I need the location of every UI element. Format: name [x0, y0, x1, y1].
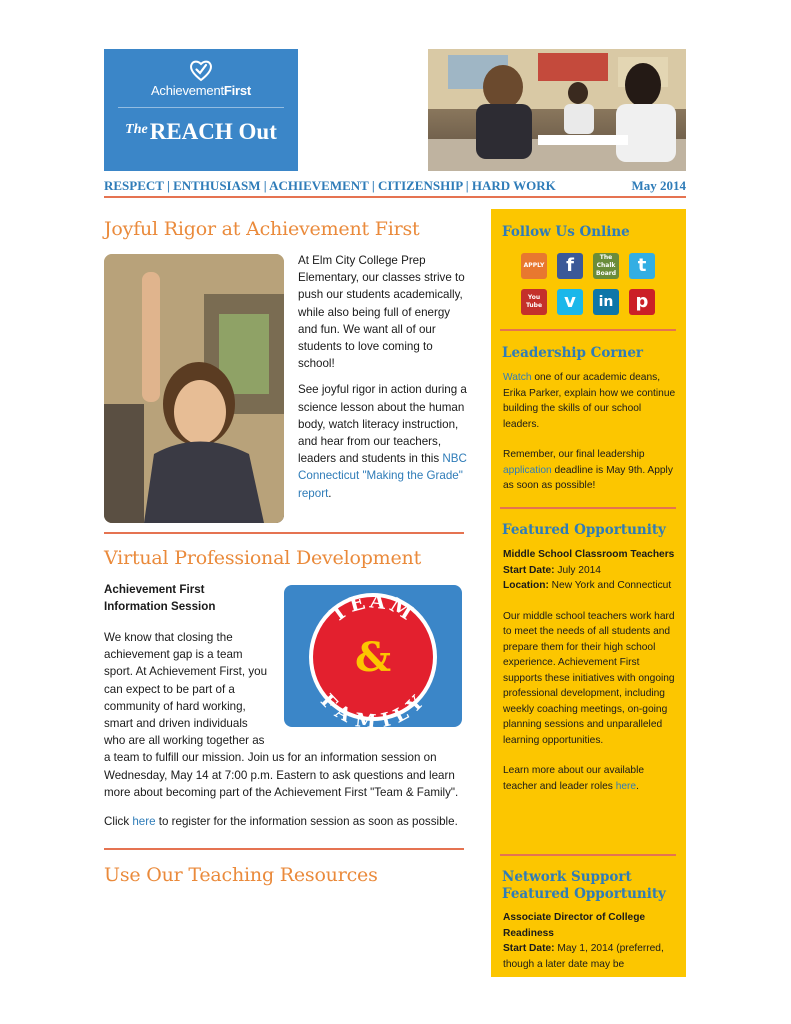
pinterest-icon[interactable]: p — [629, 289, 655, 315]
joyful-rigor-paragraph-2-end: . — [328, 486, 332, 500]
newsletter-logo — [104, 49, 298, 171]
sidebar-divider-1 — [500, 329, 676, 331]
roles-here-link[interactable]: here — [615, 780, 637, 792]
newsletter-title — [104, 119, 298, 145]
leadership-paragraph-2 — [503, 447, 679, 494]
featured-learn-more-end: . — [636, 780, 639, 792]
logo-word-team: TEAM — [325, 588, 420, 627]
chalkboard-icon[interactable]: The Chalk Board — [593, 253, 619, 279]
leadership-corner-heading: Leadership Corner — [502, 345, 644, 361]
classroom-photo — [428, 49, 686, 171]
featured-opportunity-text — [503, 547, 679, 794]
network-support-text — [503, 910, 679, 972]
featured-opportunity-heading: Featured Opportunity — [502, 522, 666, 538]
sidebar-divider-2 — [500, 507, 676, 509]
register-paragraph — [104, 813, 466, 830]
featured-location-value: New York and Connecticut — [548, 580, 672, 591]
linkedin-icon[interactable]: in — [593, 289, 619, 315]
leadership-paragraph-1-text: one of our academic deans, Erika Parker, explain how we continue building the skills of our school leaders. — [503, 372, 676, 430]
virtual-pd-text — [104, 629, 466, 830]
register-text-end: to register for the information session as soon as possible. — [155, 815, 458, 829]
follow-us-heading: Follow Us Online — [502, 224, 630, 240]
student-illustration — [104, 254, 284, 523]
vimeo-icon[interactable]: v — [557, 289, 583, 315]
featured-description: Our middle school teachers work hard to meet the needs of all students and prepare them for their high school experience. Achievement First supports these initiatives with ongoing professional development, including weekly coaching meetings, on-going planning sessions and unparalleled learning opportunities. — [503, 610, 675, 746]
classroom-illustration — [428, 49, 686, 171]
nbc-report-link[interactable]: NBC Connecticut "Making the Grade" report — [298, 452, 467, 500]
logo-divider — [118, 107, 284, 108]
featured-learn-more — [503, 763, 679, 794]
joyful-rigor-paragraph-2 — [298, 381, 468, 501]
application-link[interactable]: application — [503, 464, 552, 476]
featured-job-title: Middle School Classroom Teachers — [503, 549, 675, 560]
facebook-icon[interactable]: f — [557, 253, 583, 279]
brand-name — [104, 83, 298, 98]
network-support-heading-line-2: Featured Opportunity — [502, 886, 666, 902]
featured-start-label: Start Date: — [503, 564, 555, 576]
logo-ampersand: & — [354, 634, 392, 681]
network-support-heading-line-1: Network Support — [502, 869, 632, 885]
leadership-paragraph-1 — [503, 370, 679, 432]
featured-learn-more-text: Learn more about our available teacher and leader roles — [503, 765, 645, 792]
student-raising-hand-photo — [104, 254, 284, 523]
heart-check-icon — [188, 57, 214, 83]
joyful-rigor-heading: Joyful Rigor at Achievement First — [104, 218, 420, 240]
featured-start-value: July 2014 — [554, 564, 601, 576]
register-here-link[interactable]: here — [132, 815, 156, 829]
joyful-rigor-paragraph-1: At Elm City College Prep Elementary, our classes strive to push our students academically, while also being full of energy and fun. We want all of our students to love coming to school! — [298, 254, 465, 371]
featured-location — [503, 578, 679, 594]
virtual-pd-paragraph-text: We know that closing the achievement gap is a team sport. At Achievement First, you can expect to be part of a community of hard working, smart and driven individuals who are all working together as a team to fulfill our mission. Join us for an information session on Wednesday, May 14 at 7:00 p.m. Eastern to ask questions and learn more about becoming part of the Achievement First "Team & Family". — [104, 631, 459, 799]
twitter-icon[interactable]: t — [629, 253, 655, 279]
youtube-icon[interactable]: You Tube — [521, 289, 547, 315]
register-text-start: Click — [104, 815, 133, 829]
brand-prefix: Achievement — [150, 83, 224, 98]
joyful-rigor-paragraph-2-text: See joyful rigor in action during a science lesson about the human body, watch literacy instruction, and hear from our teachers, leaders and students in this — [298, 383, 467, 466]
info-session-subtitle-line-2: Information Session — [104, 600, 216, 614]
leadership-text — [503, 370, 679, 494]
logo-word-family: FAMILY — [315, 689, 430, 727]
leadership-paragraph-2-end: deadline is May 9th. Apply as soon as possible! — [503, 464, 673, 491]
featured-start-date — [503, 563, 679, 579]
section-divider-1 — [104, 532, 464, 534]
section-divider-2 — [104, 848, 464, 850]
sidebar-divider-3 — [500, 854, 676, 856]
info-session-subtitle-line-1: Achievement First — [104, 583, 205, 596]
apply-icon[interactable]: APPLY — [521, 253, 547, 279]
leadership-paragraph-2-start: Remember, our final leadership — [503, 449, 645, 460]
virtual-pd-paragraph — [104, 629, 466, 801]
logo-wrap-spacer — [272, 629, 466, 735]
network-start-value: May 1, 2014 (preferred, though a later date may be — [503, 943, 664, 970]
network-start-date — [503, 941, 679, 972]
brand-suffix: First — [223, 83, 252, 98]
values-tagline: RESPECT | ENTHUSIASM | ACHIEVEMENT | CITIZENSHIP | HARD WORK — [104, 178, 556, 193]
network-start-label: Start Date: — [503, 943, 555, 954]
values-tagline-bar — [104, 176, 686, 198]
joyful-rigor-text — [298, 252, 468, 502]
issue-date: May 2014 — [631, 178, 686, 193]
watch-link[interactable]: Watch — [503, 372, 532, 383]
virtual-pd-heading: Virtual Professional Development — [104, 547, 422, 569]
featured-location-label: Location: — [503, 580, 549, 591]
network-job-title: Associate Director of College Readiness — [503, 912, 646, 939]
info-session-subtitle — [104, 581, 274, 615]
newsletter-title-the: The — [125, 122, 148, 137]
teaching-resources-heading: Use Our Teaching Resources — [104, 864, 378, 886]
network-support-heading — [502, 869, 666, 903]
newsletter-title-main: REACH Out — [149, 119, 277, 144]
sidebar — [491, 209, 686, 977]
